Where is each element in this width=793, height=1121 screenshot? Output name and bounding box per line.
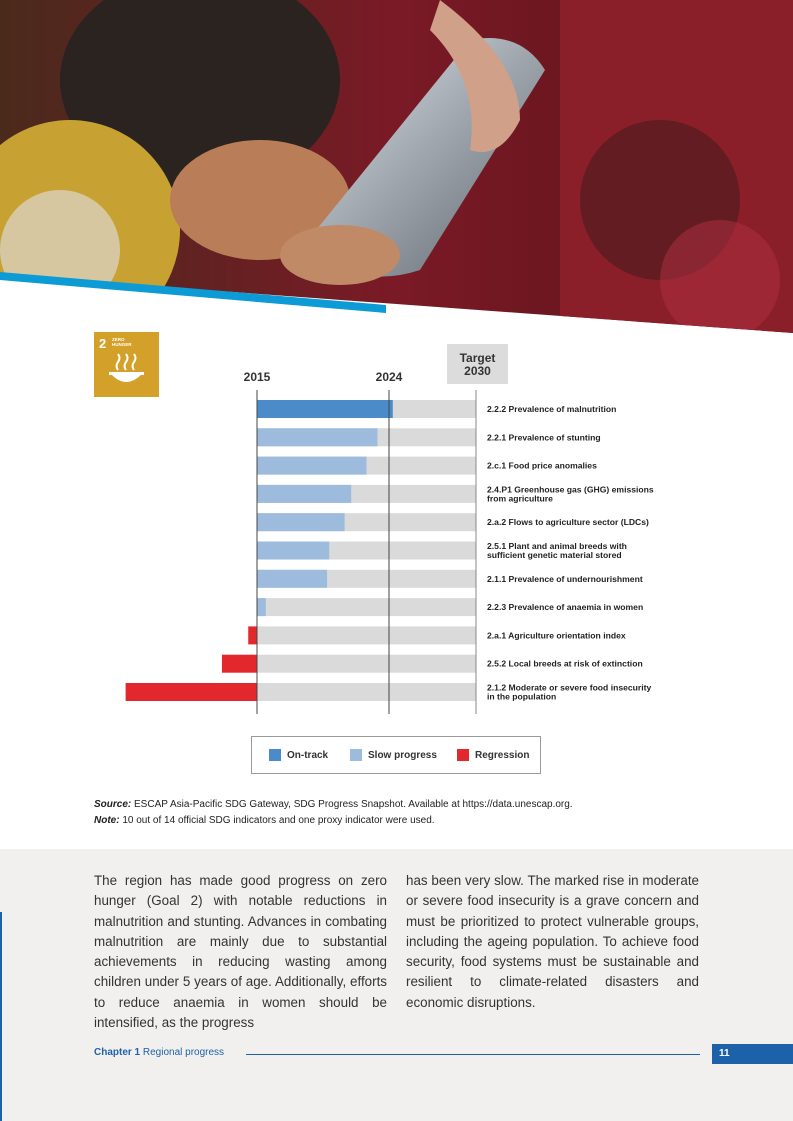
bar-background xyxy=(257,598,476,616)
bar-slow xyxy=(257,542,329,560)
indicator-label: 2.a.2 Flows to agriculture sector (LDCs) xyxy=(487,517,649,528)
source-note xyxy=(94,797,744,829)
indicator-label: 2.2.2 Prevalence of malnutrition xyxy=(487,404,617,414)
legend-regression xyxy=(457,749,529,761)
source-text: ESCAP Asia-Pacific SDG Gateway, SDG Progress Snapshot. Available at https://data.unescap.org. xyxy=(131,799,573,810)
year-2015-label: 2015 xyxy=(243,370,271,384)
note-label: Note: xyxy=(94,815,120,826)
chart-legend xyxy=(251,736,541,774)
bar-regression xyxy=(222,655,257,673)
indicator-label: from agriculture xyxy=(487,493,553,504)
sdg-label-line1: ZERO xyxy=(112,337,125,342)
target-2030-label-line2: 2030 xyxy=(464,364,491,378)
left-accent-rule xyxy=(0,912,2,1121)
source-line xyxy=(94,797,744,813)
bar-on-track xyxy=(257,400,393,418)
indicator-label: sufficient genetic material stored xyxy=(487,550,622,560)
legend-label-slow: Slow progress xyxy=(368,749,437,761)
bar-slow xyxy=(257,457,367,475)
indicator-label: 2.1.2 Moderate or severe food insecurity xyxy=(487,682,652,693)
indicator-label: in the population xyxy=(487,691,557,702)
indicator-label: 2.5.2 Local breeds at risk of extinction xyxy=(487,658,643,669)
indicator-label: 2.1.1 Prevalence of undernourishment xyxy=(487,573,643,584)
bar-slow xyxy=(257,598,266,616)
indicator-label: 2.5.1 Plant and animal breeds with xyxy=(487,541,627,551)
legend-label-on-track: On-track xyxy=(287,749,329,761)
bar-regression xyxy=(248,626,257,644)
bar-slow xyxy=(257,570,327,588)
body-column-2: has been very slow. The marked rise in moderate or severe food insecurity is a grave concern and must be prioritized to protect vulnerable groups, including the ageing population. To achieve food security, food systems must be sustainable and resilient to climate-related disasters and economic disruptions. xyxy=(406,873,699,1010)
bar-slow xyxy=(257,513,345,531)
sdg-label-line2: HUNGER xyxy=(112,342,132,347)
year-2024-label: 2024 xyxy=(375,370,403,384)
legend-label-regression: Regression xyxy=(475,749,530,761)
target-2030-label-line1: Target xyxy=(459,351,496,365)
chapter-title: Regional progress xyxy=(140,1047,225,1058)
indicator-label: 2.2.1 Prevalence of stunting xyxy=(487,432,601,443)
indicator-label: 2.2.3 Prevalence of anaemia in women xyxy=(487,602,644,613)
legend-swatch-on-track xyxy=(269,749,281,761)
indicator-label: 2.a.1 Agriculture orientation index xyxy=(487,630,626,641)
indicator-label: 2.4.P1 Greenhouse gas (GHG) emissions xyxy=(487,484,654,495)
chapter-label: Chapter 1 xyxy=(94,1047,141,1058)
bar-background xyxy=(257,626,476,644)
bar-slow xyxy=(257,485,351,503)
note-line xyxy=(94,813,744,829)
bar-background xyxy=(257,655,476,673)
bar-regression xyxy=(126,683,257,701)
body-column-1: The region has made good progress on zero hunger (Goal 2) with notable reductions in malnutrition and stunting. Advances in combating malnutrition are mainly due to substantial achievements in reducing wasting among children under 5 years of age. Additionally, efforts to reduce anaemia in women should be intensified, as the progress xyxy=(94,873,387,1031)
page-number: 11 xyxy=(712,1044,793,1064)
header-photo xyxy=(0,0,793,340)
sdg-number: 2 xyxy=(99,336,107,351)
legend-swatch-slow xyxy=(350,749,362,761)
indicator-label: 2.c.1 Food price anomalies xyxy=(487,460,597,471)
source-label: Source: xyxy=(94,799,132,810)
legend-on-track xyxy=(269,749,328,761)
footer-rule xyxy=(246,1054,700,1055)
legend-swatch-regression xyxy=(457,749,469,761)
progress-bar-chart xyxy=(0,340,793,720)
legend-slow-progress xyxy=(350,749,437,761)
bar-background xyxy=(257,683,476,701)
note-text: 10 out of 14 official SDG indicators and one proxy indicator were used. xyxy=(119,815,435,826)
bar-slow xyxy=(257,428,377,446)
footer-chapter xyxy=(94,1047,224,1058)
bars-group xyxy=(126,400,654,702)
